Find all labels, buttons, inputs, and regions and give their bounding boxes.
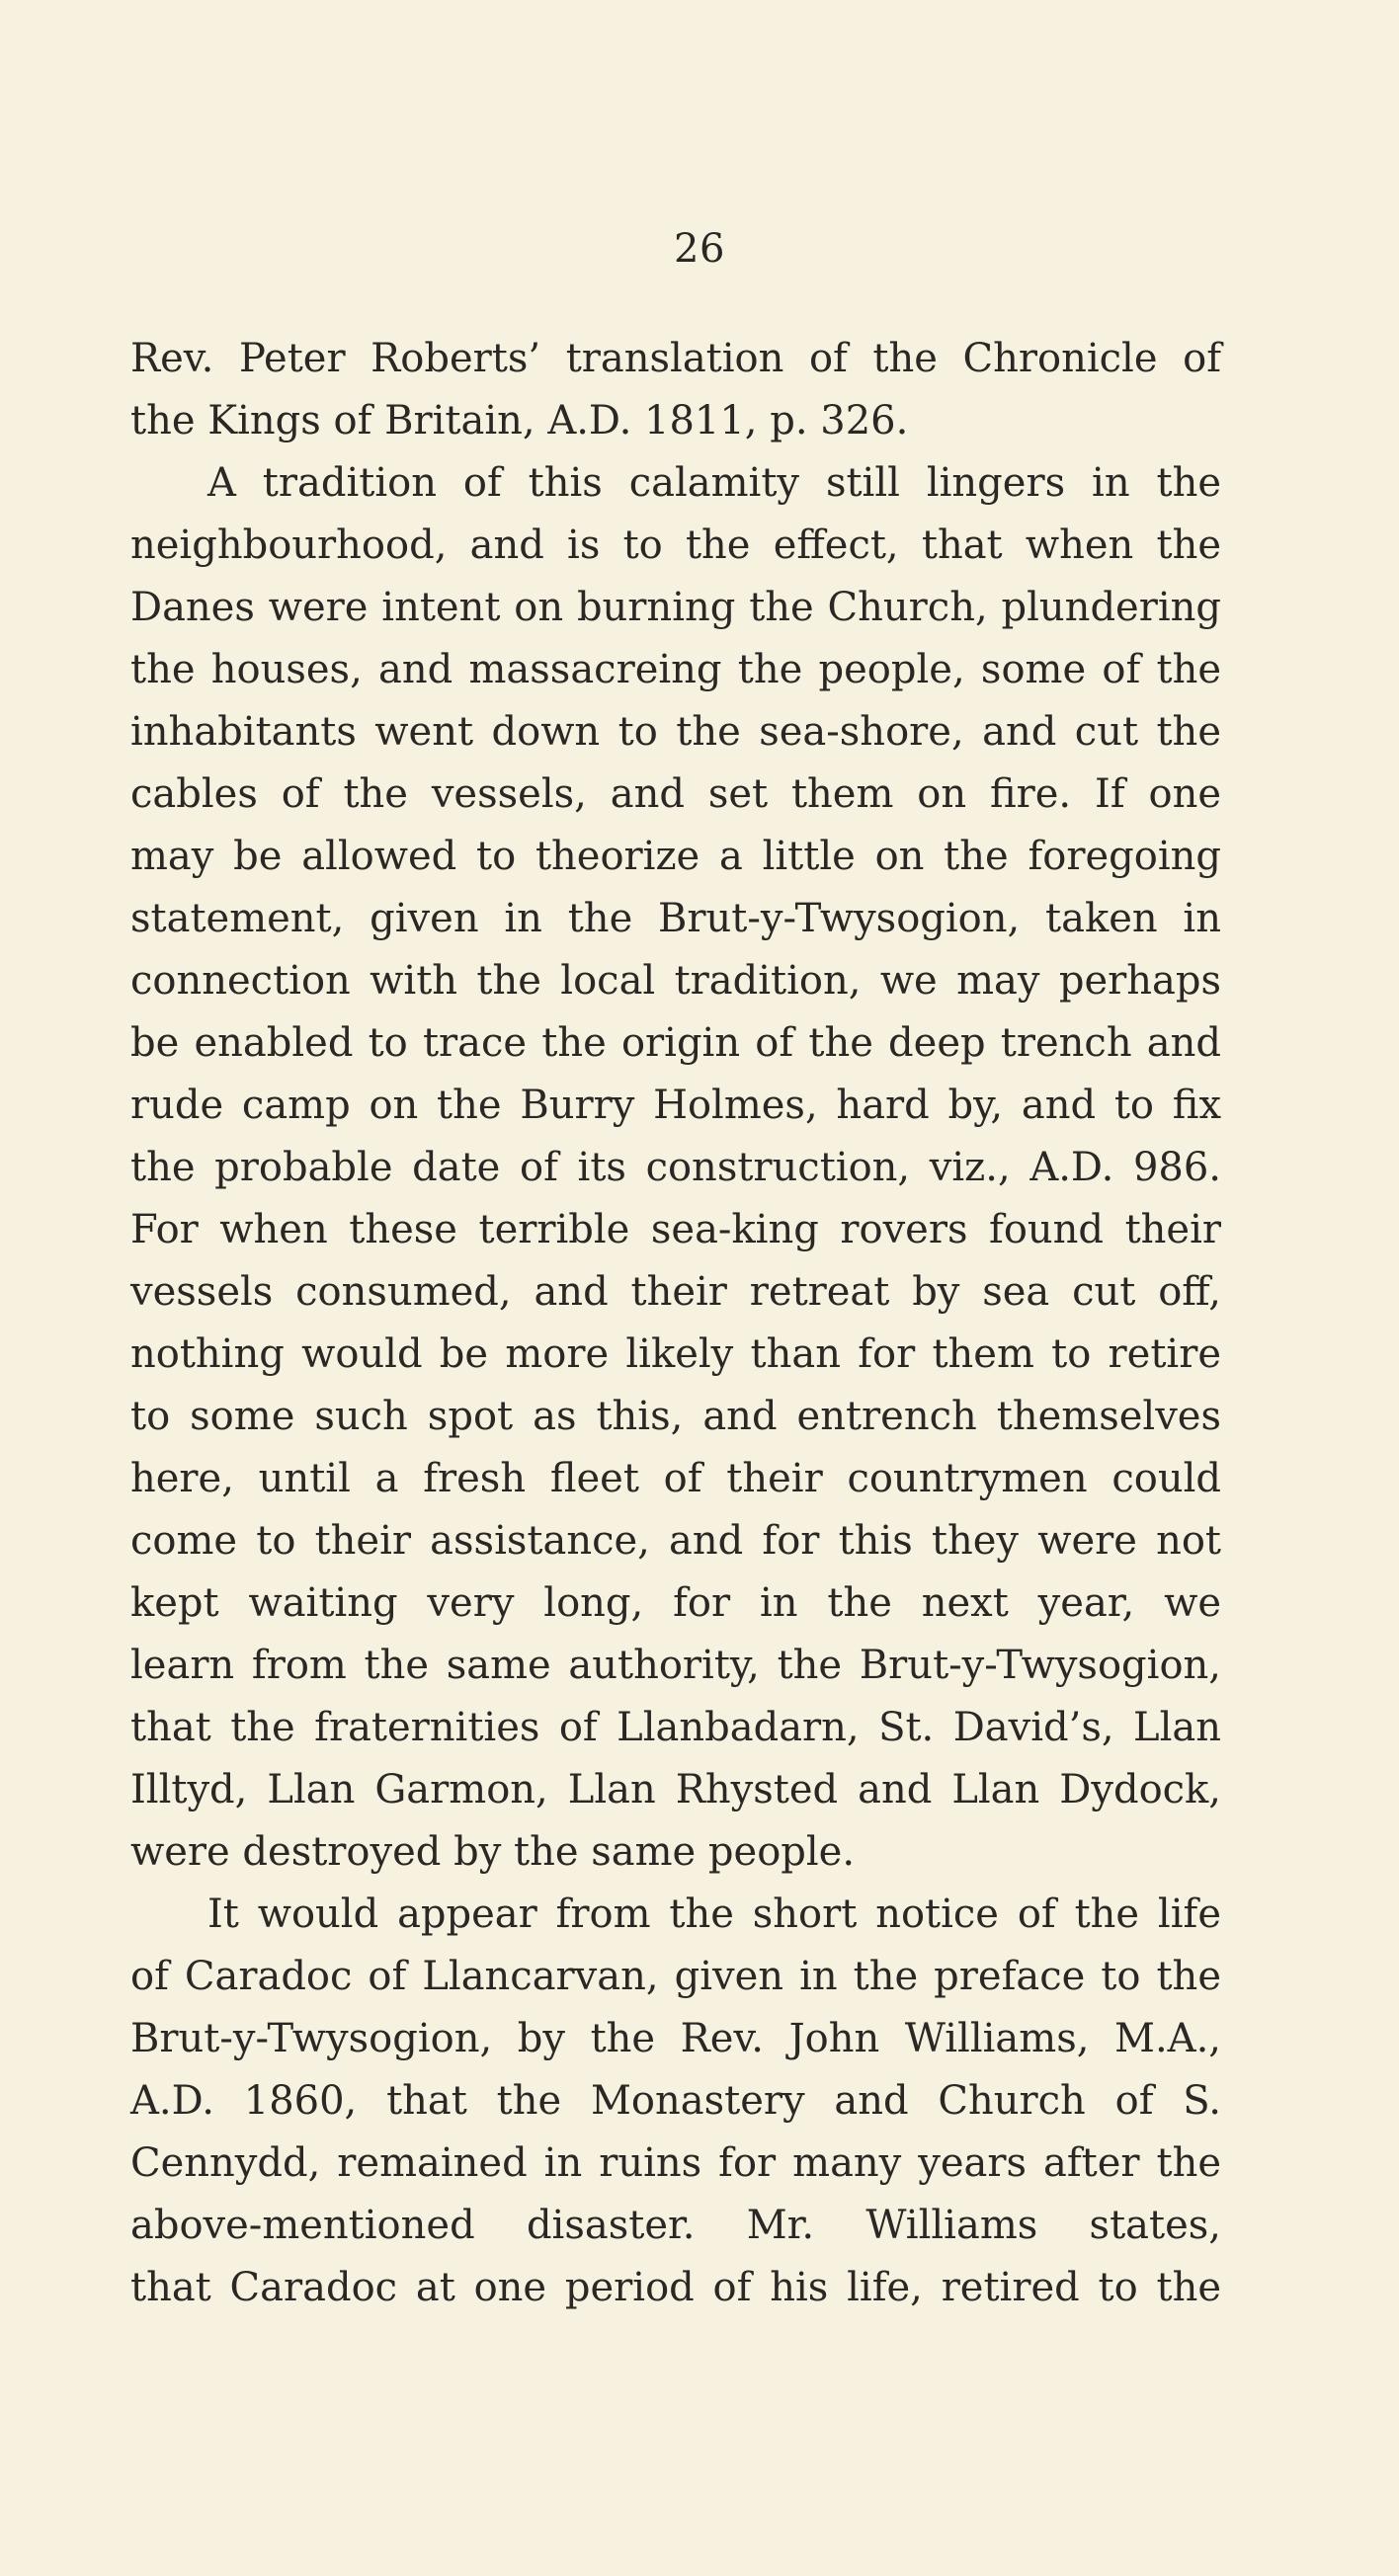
text-line: the houses, and massacreing the people, some of the [130,647,1221,692]
text-line: Danes were intent on burning the Church, plundering [130,585,1221,630]
page-number: 26 [674,226,725,272]
text-line: A.D. 1860, that the Monastery and Church of S. [130,2078,1221,2124]
text-line: come to their assistance, and for this they were not [130,1518,1221,1564]
text-line: the probable date of its construction, viz., A.D. 986. [130,1145,1221,1190]
text-line: may be allowed to theorize a little on the foregoing [130,834,1221,879]
body-text [130,328,1221,2319]
text-line: statement, given in the Brut-y-Twysogion, taken in [130,896,1221,941]
text-line: connection with the local tradition, we may perhaps [130,958,1221,1004]
text-line: For when these terrible sea-king rovers found their [130,1207,1221,1252]
text-line: here, until a fresh fleet of their countrymen could [130,1456,1221,1501]
text-line: Brut-y-Twysogion, by the Rev. John Williams, M.A., [130,2016,1221,2061]
text-line: that the fraternities of Llanbadarn, St. David’s, Llan [130,1705,1221,1750]
text-line: nothing would be more likely than for them to retire [130,1331,1221,1377]
text-line: rude camp on the Burry Holmes, hard by, and to fix [130,1083,1221,1128]
text-line: neighbourhood, and is to the effect, that when the [130,523,1221,568]
text-line: cables of the vessels, and set them on fire. If one [130,771,1221,817]
text-line: Cennydd, remained in ruins for many years after the [130,2140,1221,2186]
text-line: that Caradoc at one period of his life, retired to the [130,2265,1221,2310]
text-line: vessels consumed, and their retreat by sea cut off, [130,1269,1221,1315]
text-line: learn from the same authority, the Brut-y-Twysogion, [130,1643,1221,1688]
text-line: Illtyd, Llan Garmon, Llan Rhysted and Llan Dydock, [130,1767,1221,1812]
text-line: were destroyed by the same people. [130,1829,856,1875]
text-line: to some such spot as this, and entrench themselves [130,1394,1221,1439]
text-line: inhabitants went down to the sea-shore, and cut the [130,709,1221,755]
text-line: of Caradoc of Llancarvan, given in the preface to the [130,1954,1221,1999]
text-line: Rev. Peter Roberts’ translation of the Chronicle of [130,336,1221,381]
text-line: above-mentioned disaster. Mr. Williams states, [130,2203,1221,2248]
text-line: kept waiting very long, for in the next year, we [130,1580,1221,1626]
text-line: the Kings of Britain, A.D. 1811, p. 326. [130,398,909,443]
paragraph-start-line: It would appear from the short notice of the life [207,1892,1221,1937]
text-line: be enabled to trace the origin of the deep trench and [130,1020,1221,1066]
paragraph-start-line: A tradition of this calamity still lingers in the [207,460,1221,506]
